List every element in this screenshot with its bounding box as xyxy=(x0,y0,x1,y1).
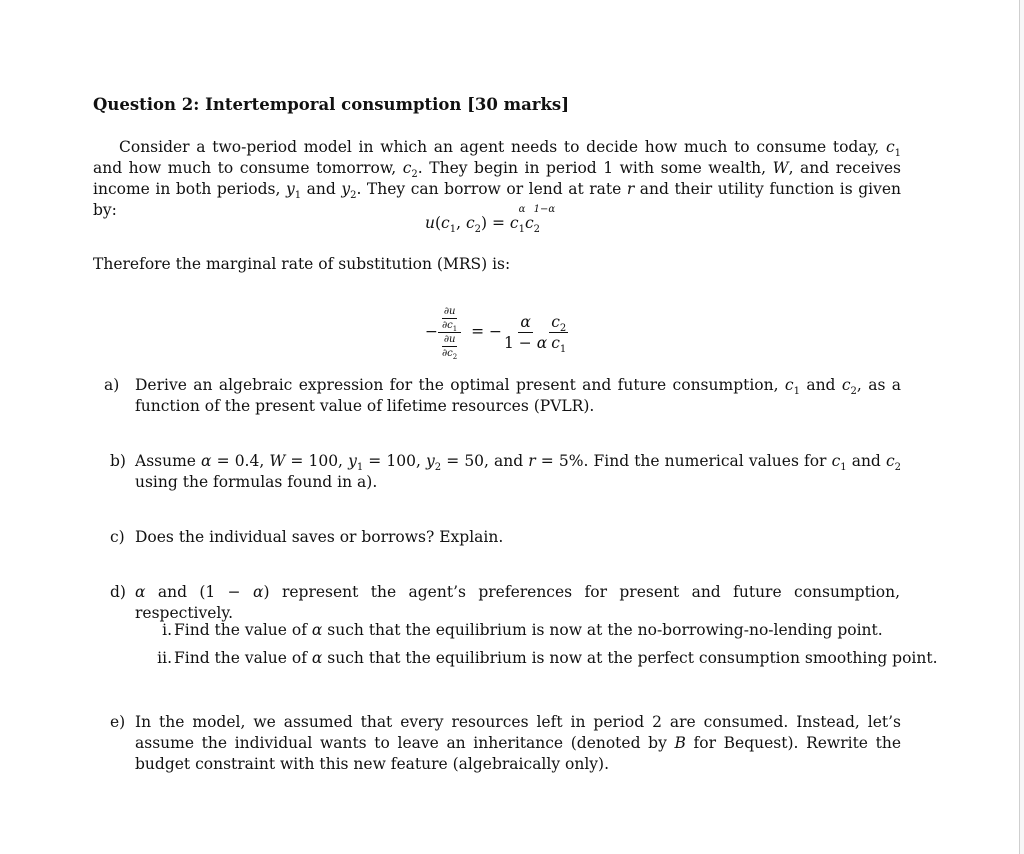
question-b-label: b) xyxy=(110,452,126,470)
question-e: e) In the model, we assumed that every resources left in period 2 are consumed. Instead, let’s assume the individual wants to leave an inheritance (denoted by B for Bequest). Rewrite the budget constraint with this new feature (algebraically only). xyxy=(110,713,902,773)
utility-function-equation: $u(c_1$, $c_2) = c$ $_{\alpha 1}$c $_{1-\alpha 2}$ xyxy=(425,204,556,236)
question-d-i: i. Find the value of α such that the equilibrium is now at the no-borrowing-no-lending point. xyxy=(148,620,908,641)
intro-paragraph: Consider a two-period model in which an agent needs to decide how much to consume today, $c_1$ and how much to consume tomorrow, $c_2$. They begin in period 1 with some wealth, W, and receives income in both periods, $y_1$ and $y_2$. They can borrow or lend at rate r and their utility function is given by: xyxy=(93,138,901,219)
question-e-label: e) xyxy=(110,713,126,731)
question-a-label: a) xyxy=(104,376,120,394)
question-d: d) α and (1 − α) represent the agent’s preferences for present and future consumption, respectively. xyxy=(110,583,900,622)
page-edge xyxy=(1019,0,1024,854)
question-title: Question 2: Intertemporal consumption [30 marks] xyxy=(93,95,570,114)
mrs-equation: − $\frac{\frac{\partial u}{\partial c_1}}{\frac{\partial u}{\partial c_2}}$ = − $\frac{\alpha}{1 - \alpha}$ $\frac{c_2}{c_1}$ xyxy=(425,306,567,361)
question-c: c) Does the individual saves or borrows? Explain. xyxy=(110,528,504,546)
question-a: a) Derive an algebraic expression for the optimal present and future consumption, $c_1$ and $c_2$, as a function of the present value of lifetime resources (PVLR). xyxy=(104,376,901,415)
question-b: b) Assume α = 0.4, W = 100, $y_1 = 100$, $y_2 = 50$, and r = 5%. Find the numerical values for $c_1$ and $c_2$ using the formulas found in a). xyxy=(110,452,902,491)
question-d-ii-label: ii. xyxy=(157,649,172,667)
question-d-i-label: i. xyxy=(162,621,172,639)
question-c-label: c) xyxy=(110,528,125,546)
question-d-ii: ii. Find the value of α such that the equilibrium is now at the perfect consumption smoothing point. xyxy=(148,648,908,669)
question-d-label: d) xyxy=(110,583,126,601)
mrs-text: Therefore the marginal rate of substitution (MRS) is: xyxy=(93,255,511,273)
